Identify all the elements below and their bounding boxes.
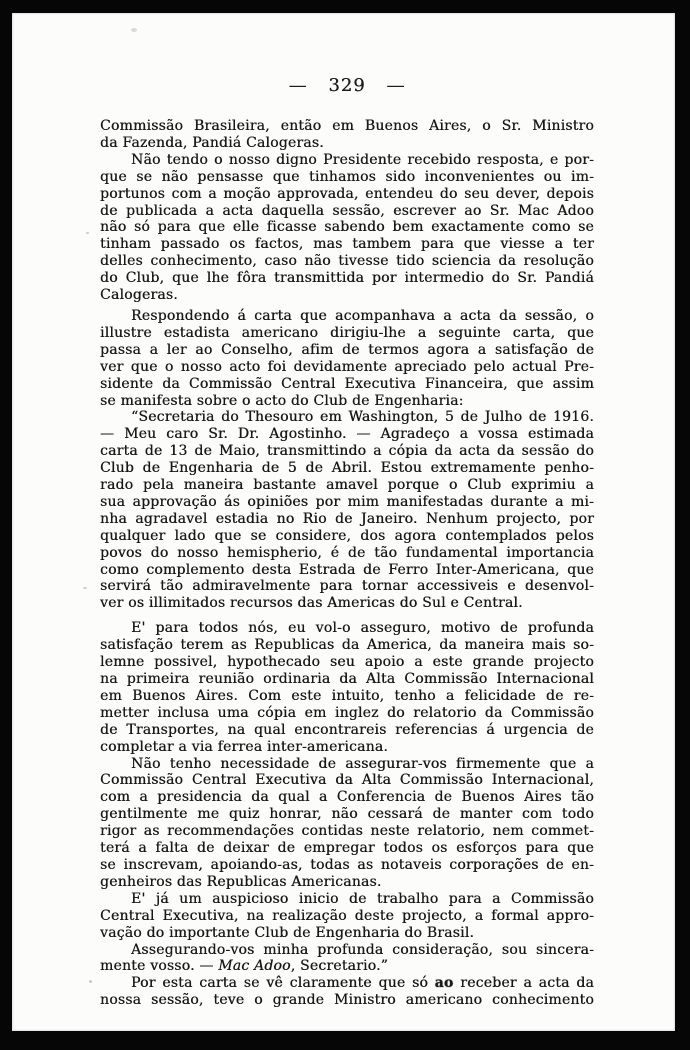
line-segment: Por esta carta se vê claramente que só <box>131 975 435 992</box>
text-line <box>100 975 594 992</box>
text-line: como complemento desta Estrada de Ferro Inter-Americana, que <box>100 561 594 578</box>
text-line: carta de 13 de Maio, transmittindo a cópia da acta da sessão do <box>100 443 594 460</box>
paragraph-letter-quote <box>100 891 594 942</box>
text-line: Respondendo á carta que acompanhava a acta da sessão, o <box>131 307 594 324</box>
text-line: illustre estadista americano dirigiu-lhe a seguinte carta, que <box>100 324 594 341</box>
ink-smudge: ao <box>434 975 454 992</box>
text-line: tinham passado os factos, mas tambem para que viesse a ter <box>100 236 594 253</box>
text-line: de publicada a acta daquella sessão, escrever ao Sr. Mac Adoo <box>100 202 594 219</box>
signature-pre: mente vosso. — <box>100 958 219 975</box>
text-line: com a presidencia da qual a Conferencia de Buenos Aires tão <box>100 789 594 806</box>
text-line: sua approvação ás opiniões por mim manifestadas durante a mi- <box>100 493 594 510</box>
text-line: metter inclusa uma cópia em inglez do relatorio da Commissão <box>100 704 594 721</box>
text-line: não só para que elle ficasse sabendo bem exactamente como se <box>100 219 594 236</box>
text-line <box>100 958 594 975</box>
text-line: completar a via ferrea inter-americana. <box>100 738 389 755</box>
text-line: Não tendo o nosso digno Presidente recebido resposta, e por- <box>131 151 594 168</box>
text-line: rigor as recommendações contidas neste relatorio, nem commet- <box>100 823 594 840</box>
text-line: portunos com a moção approvada, entendeu do seu dever, depois <box>100 185 594 202</box>
text-line: sidente da Commissão Central Executiva Financeira, que assim <box>100 375 594 392</box>
text-line: na primeira reunião ordinaria da Alta Commissão Internacional <box>100 671 594 687</box>
paragraph-letter-quote <box>100 756 594 891</box>
text-line: passa a ler ao Conselho, afim de termos agora a satisfação de <box>100 341 594 358</box>
paragraph <box>100 975 594 1009</box>
text-line: povos do nosso hemispherio, é de tão fundamental importancia <box>100 544 594 561</box>
text-line: servirá tão admiravelmente para tornar accessiveis e desenvol- <box>100 578 594 595</box>
scan-speck <box>89 980 92 983</box>
text-line: rado pela maneira bastante amavel porque o Club exprimiu a <box>100 477 594 494</box>
scan-speck <box>131 28 137 32</box>
text-line: que se não pensasse que tinhamos sido inconvenientes ou im- <box>100 168 594 185</box>
text-line: lemne possivel, hypothecado seu apoio a este grande projecto <box>100 654 594 671</box>
page-number: — 329 — <box>288 75 406 96</box>
text-line: em Buenos Aires. Com este intuito, tenho a felicidade de re- <box>100 687 594 704</box>
scan-speck <box>83 587 87 589</box>
page-text <box>100 77 594 1009</box>
text-line: nha agradavel estadia no Rio de Janeiro. Nenhum projecto, por <box>100 510 594 527</box>
text-line: da Fazenda, Pandiá Calogeras. <box>100 134 324 151</box>
text-line: vação do importante Club de Engenharia do Brasil. <box>100 924 475 941</box>
text-line: gentilmente me quiz honrar, não cessará de manter com todo <box>100 806 594 823</box>
text-line: terá a falta de deixar de empregar todos os esforços para que <box>100 840 594 857</box>
signature-post: , Secretario.” <box>290 958 389 975</box>
text-line: — Meu caro Sr. Dr. Agostinho. — Agradeço a vossa estimada <box>100 426 594 443</box>
text-line: E' já um auspicioso inicio de trabalho para a Commissão <box>131 890 594 907</box>
paragraph <box>100 308 594 409</box>
text-line: ver os illimitados recursos das Americas do Sul e Central. <box>100 595 523 612</box>
paragraph <box>100 152 594 304</box>
text-line: Calogeras. <box>100 287 178 304</box>
paragraph-letter-quote <box>100 409 594 612</box>
text-line: ver que o nosso acto foi devidamente apreciado pelo actual Pre- <box>100 358 594 375</box>
text-line: do Club, que lhe fôra transmittida por intermedio do Sr. Pandiá <box>100 270 594 287</box>
scan-speck <box>86 232 89 234</box>
paragraph-letter-signature <box>100 942 594 976</box>
text-line: Assegurando-vos minha profunda consideração, sou sincera- <box>131 941 594 958</box>
text-line: nossa sessão, teve o grande Ministro americano conhecimento <box>100 992 594 1009</box>
text-line: delles conhecimento, caso não tivesse tido sciencia da resolução <box>100 253 594 270</box>
line-segment: receber a acta da <box>453 975 594 992</box>
paragraph-letter-quote <box>100 620 594 755</box>
text-line: satisfação terem as Republicas da America, da maneira mais so- <box>100 637 594 654</box>
text-line: Commissão Central Executiva da Alta Commissão Internacional, <box>100 772 594 789</box>
text-line: Não tenho necessidade de assegurar-vos firmemente que a <box>131 755 594 772</box>
text-line: genheiros das Republicas Americanas. <box>100 873 382 890</box>
letter-signature-name: Mac Adoo <box>218 958 291 975</box>
text-line: Central Executiva, na realização deste projecto, a formal appro- <box>100 907 594 924</box>
text-line: de Transportes, na qual encontrareis referencias á urgencia de <box>100 721 594 738</box>
text-line: se inscrevam, apoiando-as, todas as notaveis corporações de en- <box>100 856 594 873</box>
text-line: se manifesta sobre o acto do Club de Engenharia: <box>100 392 464 409</box>
text-line: “Secretaria do Thesouro em Washington, 5 de Julho de 1916. <box>131 409 594 426</box>
text-line: Commissão Brasileira, então em Buenos Aires, o Sr. Ministro <box>100 118 594 134</box>
paragraph <box>100 118 594 152</box>
text-line: E' para todos nós, eu vol-o asseguro, motivo de profunda <box>131 620 594 637</box>
text-line: qualquer lado que se considere, dos agora contemplados pelos <box>100 527 594 544</box>
book-page <box>12 13 675 1031</box>
text-line: Club de Engenharia de 5 de Abril. Estou extremamente penho- <box>100 460 594 477</box>
